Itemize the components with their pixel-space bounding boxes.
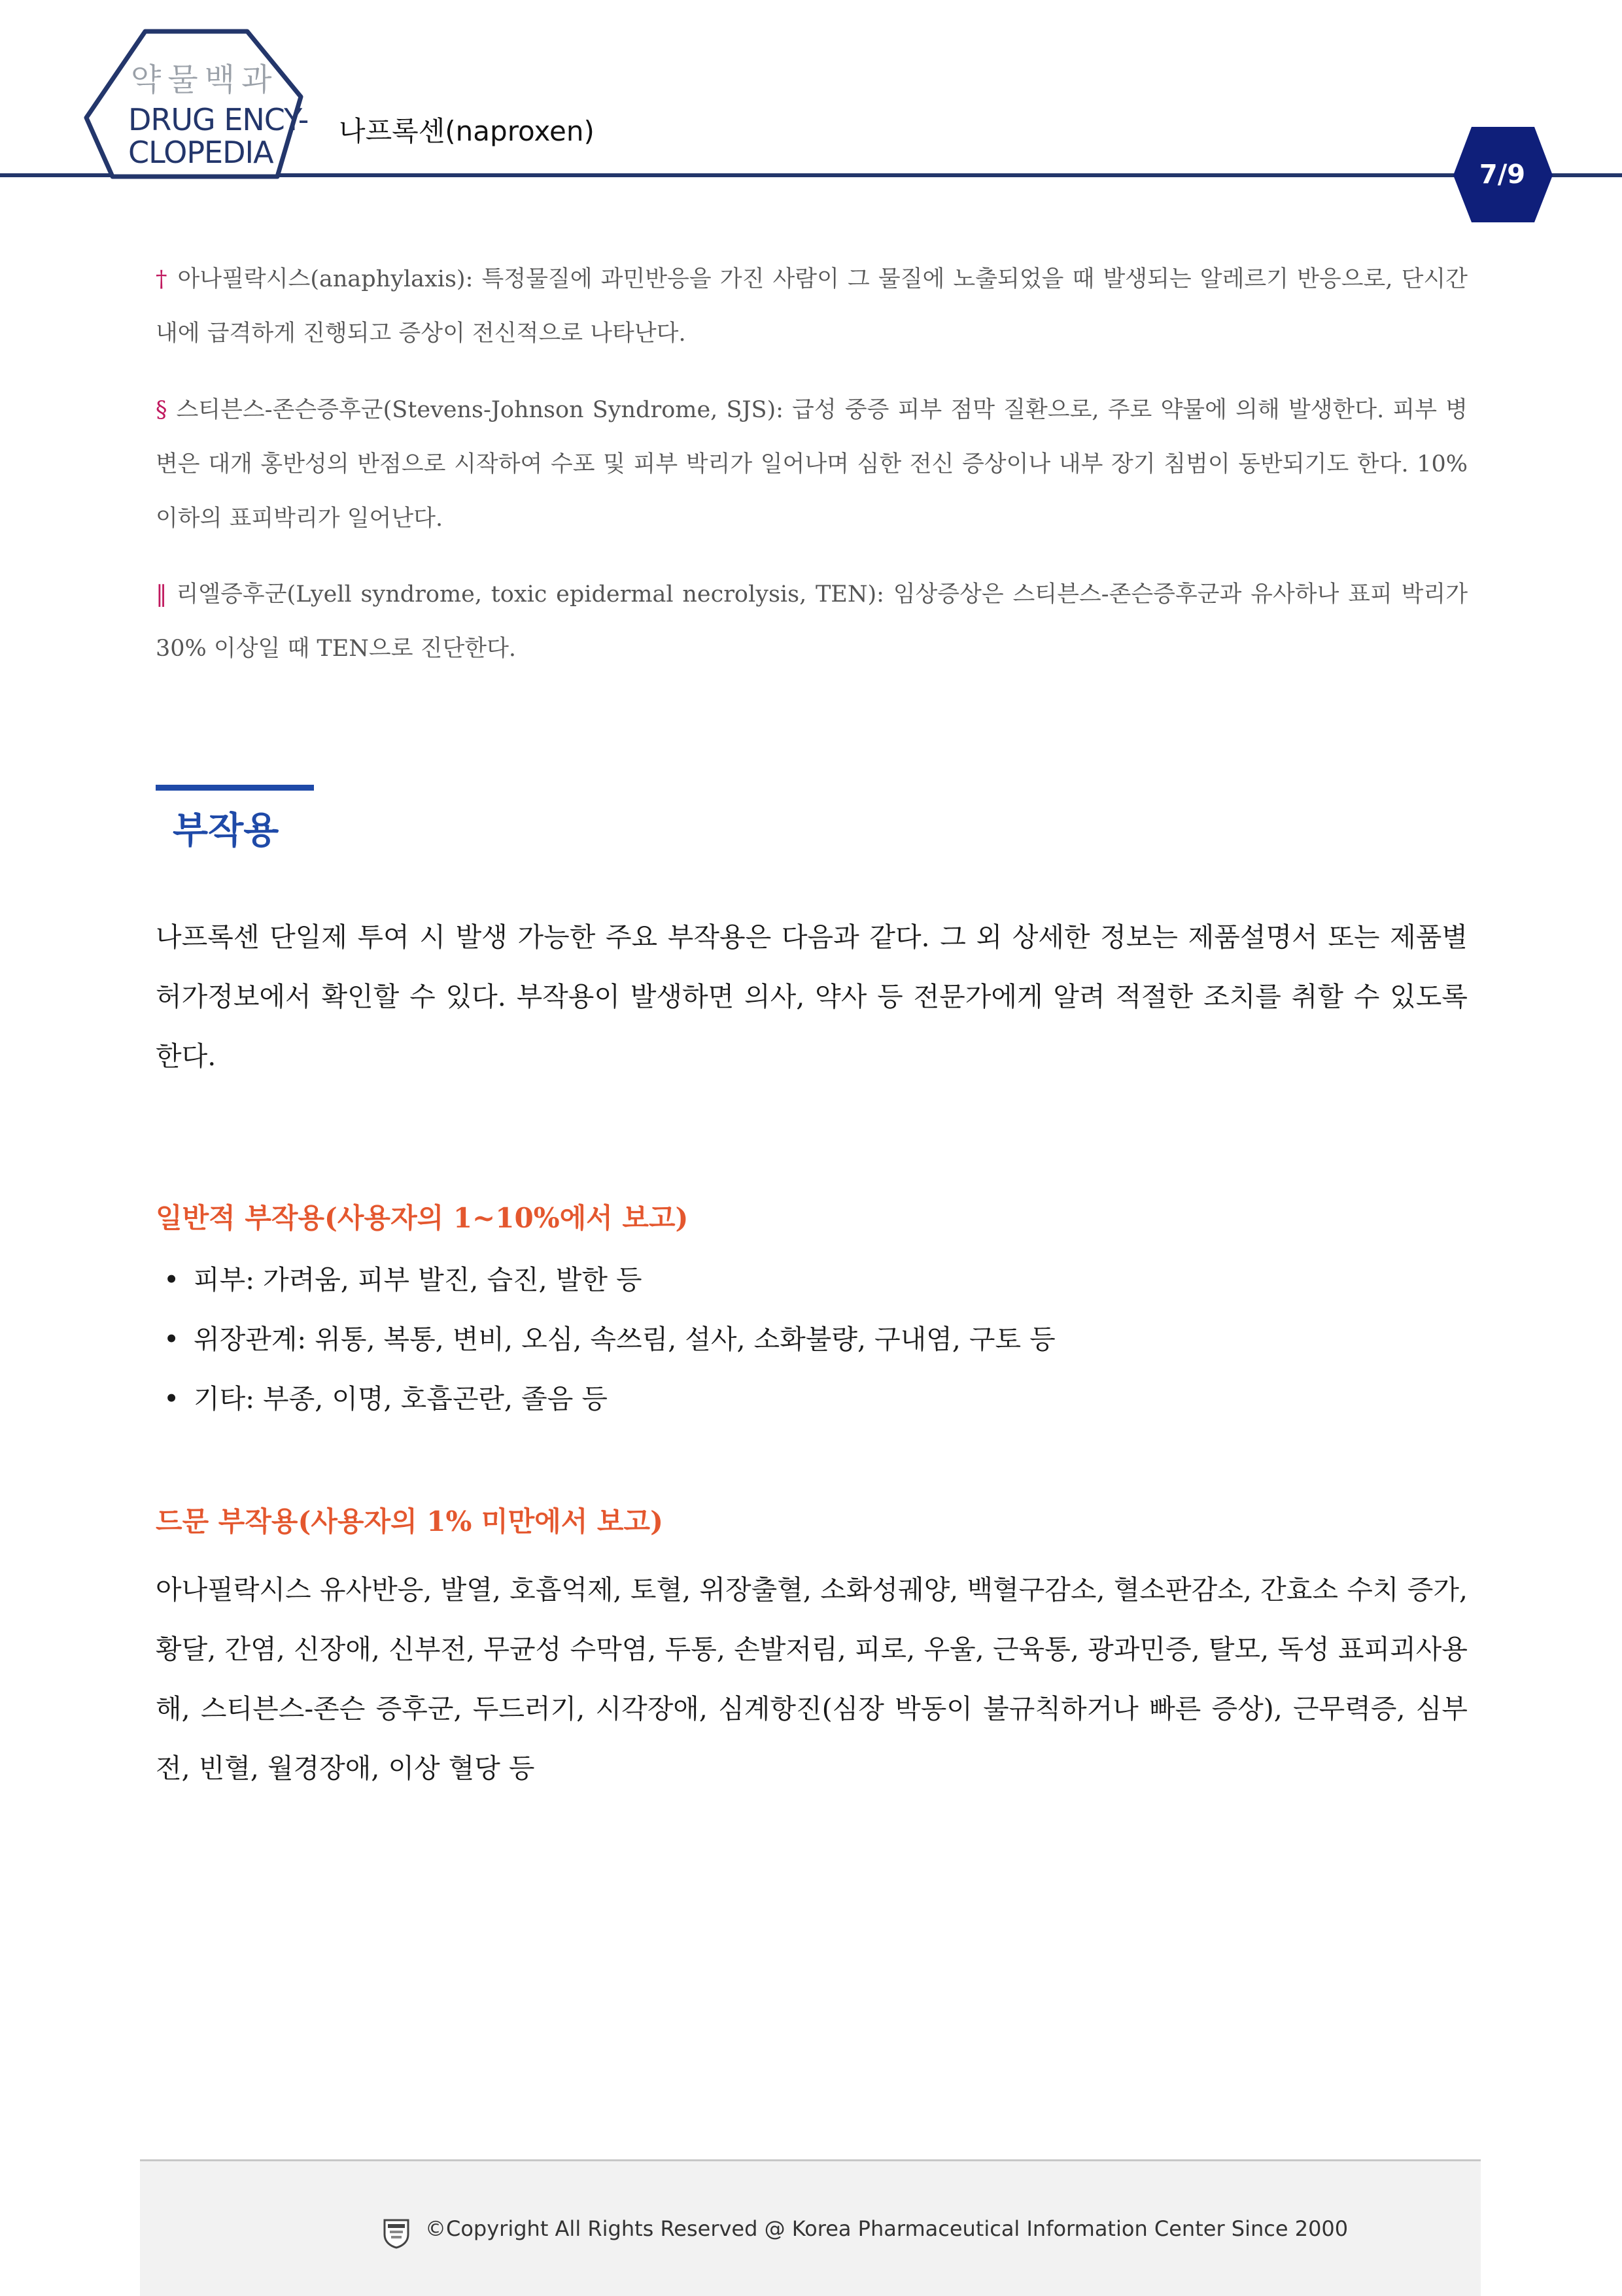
logo-english-line-2: CLOPEDIA: [128, 135, 273, 170]
logo-english-line-1: DRUG ENCY-: [128, 102, 309, 137]
list-item: [156, 1257, 1056, 1316]
page-footer: [140, 2159, 1481, 2296]
list-item-text: 기타: 부종, 이명, 호흡곤란, 졸음 등: [194, 1383, 608, 1414]
kpic-emblem-icon: [382, 2218, 411, 2249]
bullet-icon: •: [164, 1324, 180, 1355]
footnote-symbol: †: [156, 266, 169, 292]
footnote-sjs: [156, 383, 1468, 546]
page-number: 7/9: [1479, 160, 1526, 190]
list-item: [156, 1316, 1056, 1376]
footnote-symbol: ‖: [156, 581, 167, 608]
rare-side-effects-title: 드문 부작용(사용자의 1% 미만에서 보고): [156, 1505, 663, 1537]
footnote-anaphylaxis: [156, 252, 1468, 361]
logo-korean-text: 약물백과: [131, 61, 279, 98]
list-item-text: 피부: 가려움, 피부 발진, 습진, 발한 등: [194, 1264, 642, 1295]
section-title: 부작용: [173, 810, 279, 852]
section-accent-bar: [156, 785, 314, 791]
footnote-ten: [156, 568, 1468, 676]
footnote-text: 아나필락시스(anaphylaxis): 특정물질에 과민반응을 가진 사람이 그 물질에 노출되었을 때 발생되는 알레르기 반응으로, 단시간 내에 급격하게 진행되고 증상이 전신적으로 나타난다.: [156, 266, 1468, 347]
footnote-text: 리엘증후군(Lyell syndrome, toxic epidermal necrolysis, TEN): 임상증상은 스티븐스-존슨증후군과 유사하나 표피 박리가 30% 이상일 때 TEN으로 진단한다.: [156, 581, 1468, 662]
footnote-text: 스티븐스-존슨증후군(Stevens-Johnson Syndrome, SJS): 급성 중증 피부 점막 질환으로, 주로 약물에 의해 발생한다. 피부 병변은 대개 홍반성의 반점으로 시작하여 수포 및 피부 박리가 일어나며 심한 전신 증상이나 내부 장기 침범이 동반되기도 한다. 10% 이하의 표피박리가 일어난다.: [156, 397, 1468, 532]
footnote-symbol: §: [156, 397, 167, 423]
common-side-effects-title: 일반적 부작용(사용자의 1~10%에서 보고): [156, 1202, 689, 1234]
list-item-text: 위장관계: 위통, 복통, 변비, 오심, 속쓰림, 설사, 소화불량, 구내염, 구토 등: [194, 1324, 1056, 1355]
document-title: 나프록센(naproxen): [339, 115, 595, 147]
list-item: [156, 1376, 1056, 1435]
section-intro: 나프록센 단일제 투여 시 발생 가능한 주요 부작용은 다음과 같다. 그 외 상세한 정보는 제품설명서 또는 제품별 허가정보에서 확인할 수 있다. 부작용이 발생하면 의사, 약사 등 전문가에게 알려 적절한 조치를 취할 수 있도록 한다.: [156, 921, 1468, 1072]
bullet-icon: •: [164, 1264, 180, 1295]
copyright-text: ©Copyright All Rights Reserved @ Korea Pharmaceutical Information Center Since 2000: [425, 2216, 1349, 2241]
page-header: [0, 0, 1622, 222]
common-side-effects-list: [156, 1257, 1056, 1435]
bullet-icon: •: [164, 1383, 180, 1414]
rare-side-effects-text: 아나필락시스 유사반응, 발열, 호흡억제, 토혈, 위장출혈, 소화성궤양, 백혈구감소, 혈소판감소, 간효소 수치 증가, 황달, 간염, 신장애, 신부전, 무균성 수막염, 두통, 손발저림, 피로, 우울, 근육통, 광과민증, 탈모, 독성 표피괴사용해, 스티븐스-존슨 증후군, 두드러기, 시각장애, 심계항진(심장 박동이 불규칙하거나 빠른 증상), 근무력증, 심부전, 빈혈, 월경장애, 이상 혈당 등: [156, 1574, 1468, 1784]
